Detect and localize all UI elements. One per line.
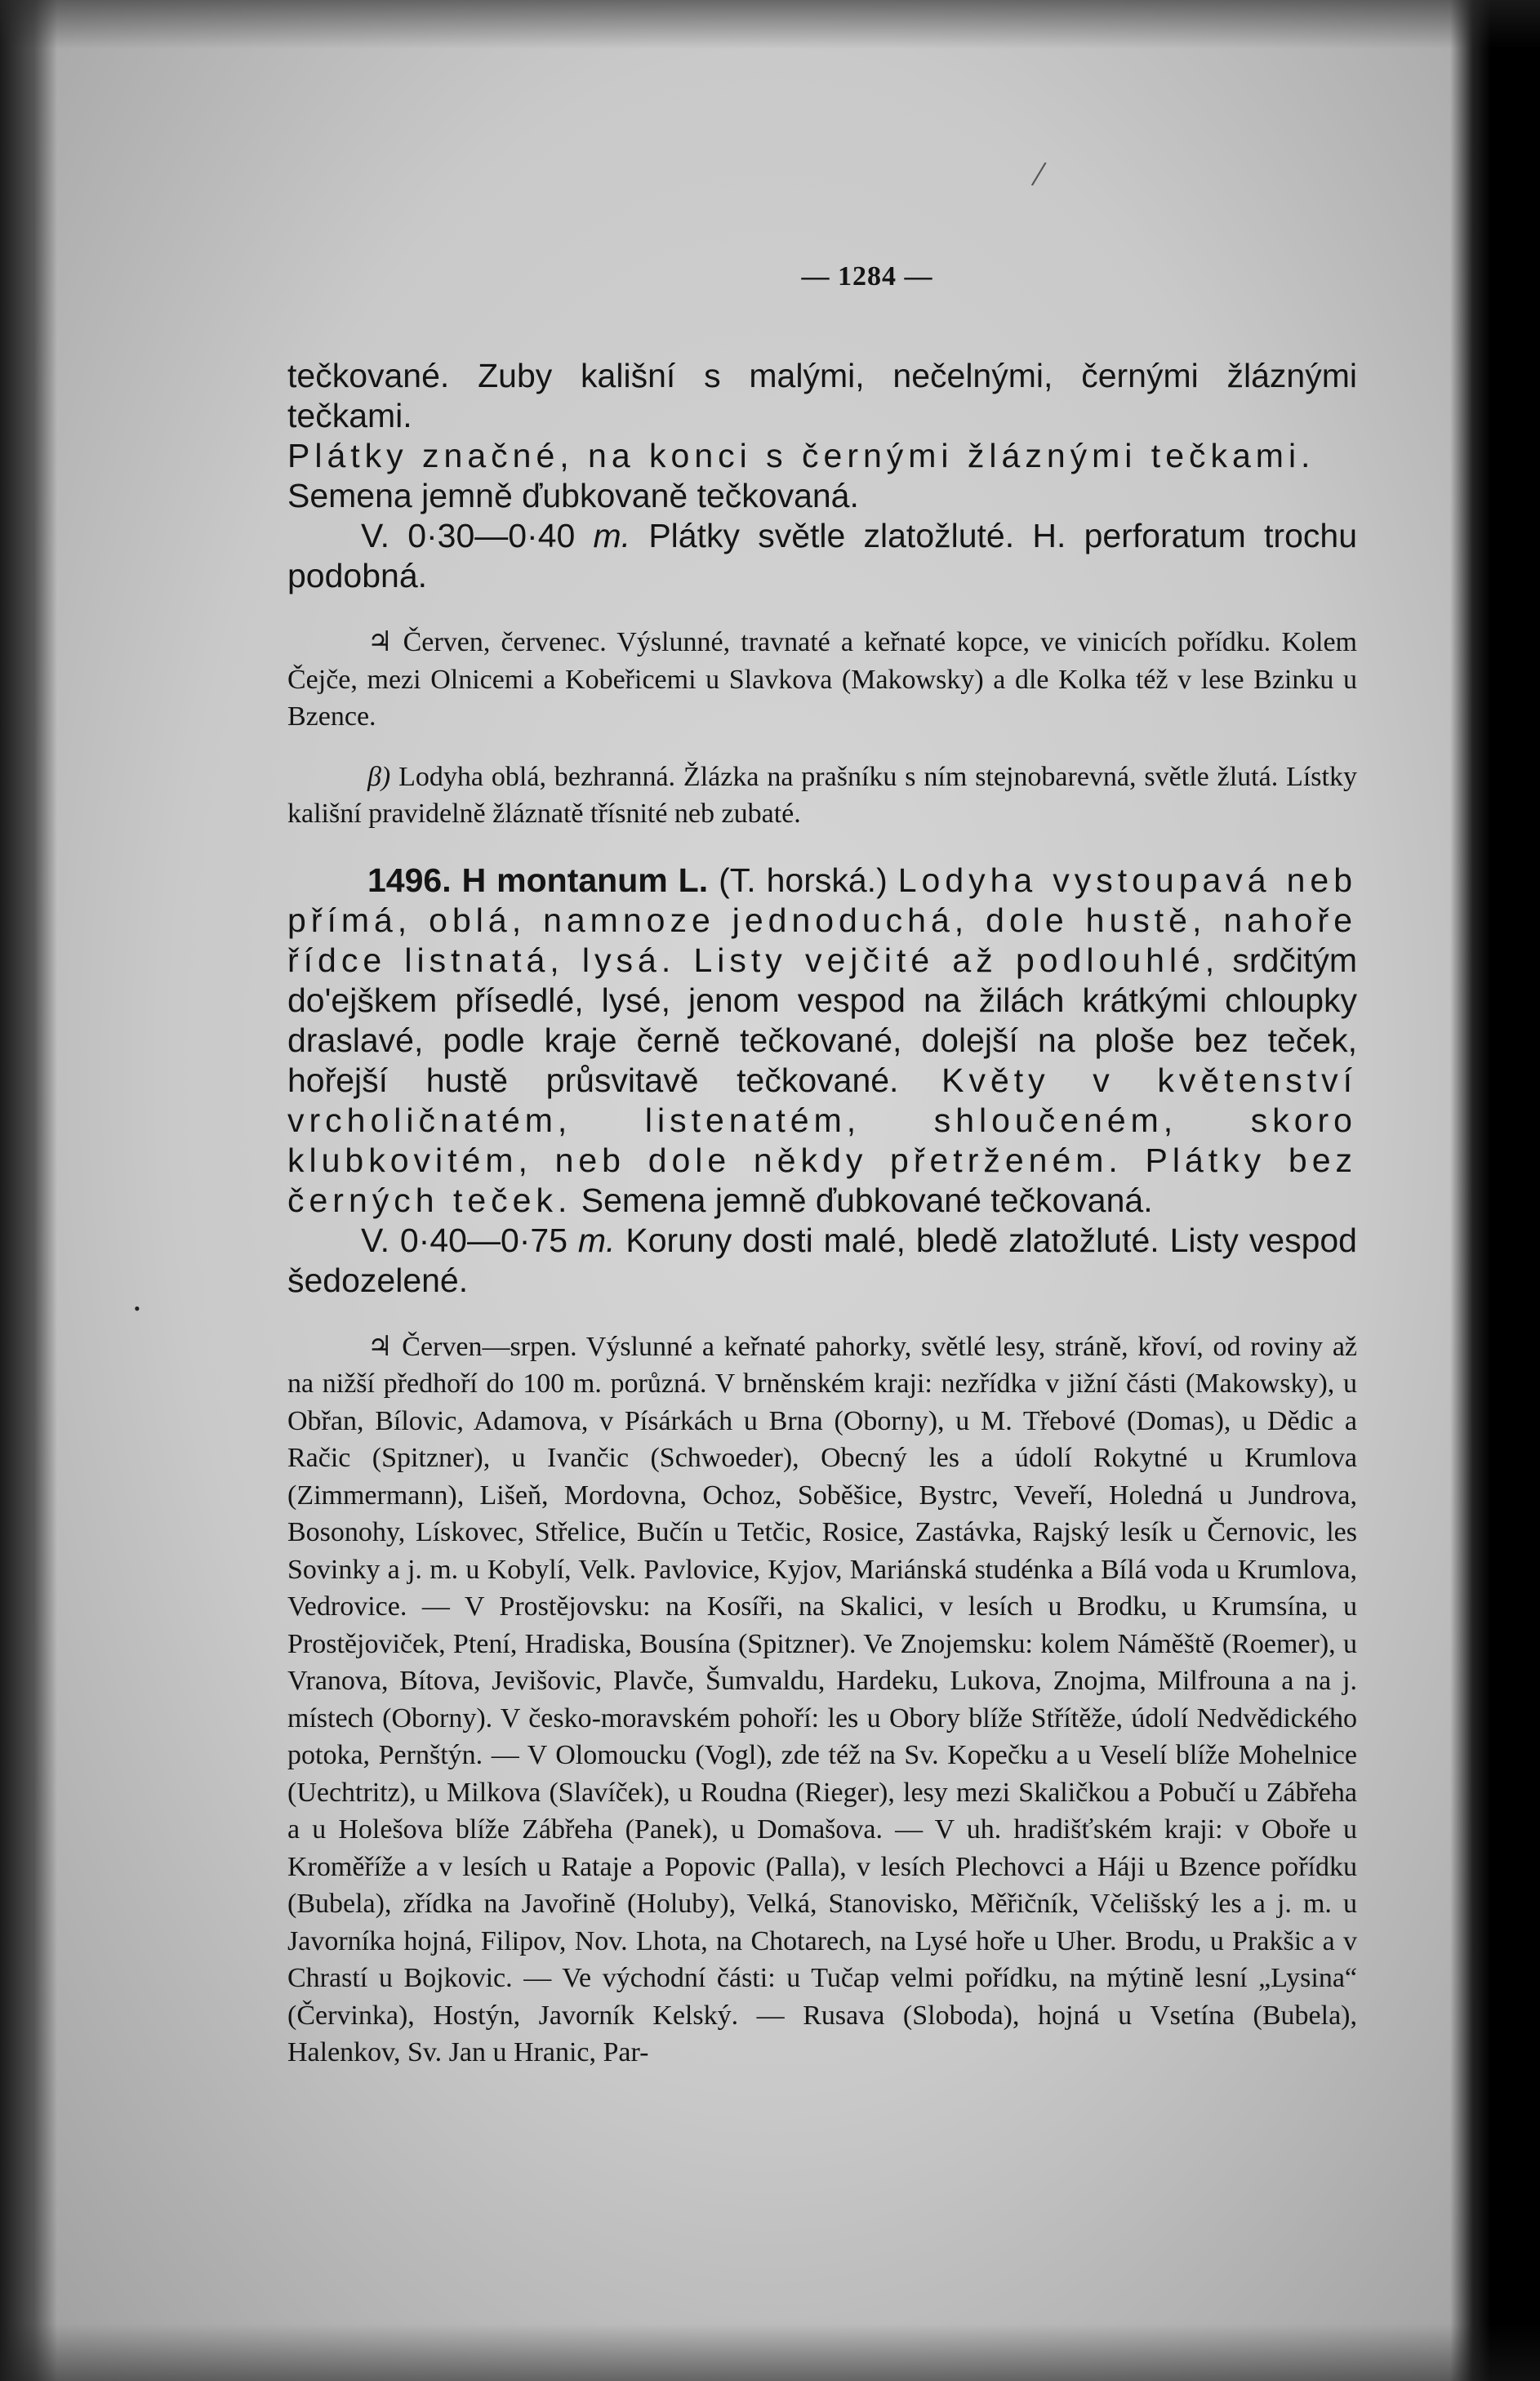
scan-edge-right [1450, 0, 1540, 2381]
species-measurements [287, 1221, 1357, 1301]
height-unit: m. [593, 517, 631, 554]
habitat-text: Červen, červenec. Výslunné, travnaté a keřnaté kopce, ve vinicích pořídku. Kolem Čejče, mezi Olnicemi a Kobeřicemi u Slavkova (Makowsky) a dle Kolka též v lese Bzinku u Bzence. [287, 627, 1357, 732]
seeds-description: Semena jemně ďubkované tečkovaná. [572, 1181, 1153, 1219]
species-height-range: V. 0·40—0·75 [361, 1221, 578, 1259]
stem-description: Lodyha vystoupavá neb přímá, oblá, namnoze jednoduchá, dole hustě, nahoře řídce listnatá, lysá. [287, 861, 1357, 979]
leaves-description: srdčitým do'ejškem přísedlé, lysé, jenom vespod na žilách krátkými chloupky draslavé, podle kraje černě tečkované, dolejší na ploše bez teček, hořejší hustě průsvitavě tečkované. [287, 941, 1358, 1099]
flowers-description: Květy v květenství vrcholičnatém, listenatém, shloučeném, skoro klubkovitém, neb dole někdy přetrženém. [287, 1061, 1358, 1179]
species-common-name: (T. horská.) [708, 861, 898, 899]
page-content [287, 261, 1357, 2072]
measurements-paragraph [287, 516, 1357, 596]
perennial-symbol: ♃ [367, 627, 393, 657]
petals-spaced-text: Plátky značné, na konci s černými žláznými tečkami. [287, 437, 1315, 474]
scan-edge-bottom [0, 2324, 1540, 2381]
variety-beta-paragraph [287, 759, 1357, 833]
habitat-paragraph [287, 624, 1357, 736]
species-entry [287, 861, 1357, 1221]
scan-edge-left [0, 0, 57, 2381]
scan-edge-top [0, 0, 1540, 49]
distribution-text: Červen—srpen. Výslunné a keřnaté pahorky, světlé lesy, stráně, křoví, od roviny až na nižší předhoří do 100 m. porůzná. V brněnském kraji: nezřídka v jižní části (Makowsky), u Obřan, Bílovic, Adamova, v Písárkách u Brna (Oborny), u M. Třebové (Domas), u Dědic a Račic (Spitzner), u Ivančic (Schwoeder), Obecný les a údolí Rokytné u Krumlova (Zimmermann), Lišeň, Mordovna, Ochoz, Soběšice, Bystrc, Veveří, Holedná u Jundrova, Bosonohy, Lískovec, Střelice, Bučín u Tetčic, Rosice, Zastávka, Rajský lesík u Černovic, les Sovinky a j. m. u Kobylí, Velk. Pavlovice, Kyjov, Mariánská studénka a Bílá voda u Krumlova, Vedrovice. — V Prostějovsku: na Kosíři, na Skalici, v lesích u Brodku, u Krumsína, u Prostějoviček, Ptení, Hradiska, Bousína (Spitzner). Ve Znojemsku: kolem Náměště (Roemer), u Vranova, Bítova, Jevišovic, Plavče, Šumvaldu, Hardeku, Lukova, Znojma, Milfrouna a na j. místech (Oborny). V česko-moravském pohoří: les u Obory blíže Střítěže, údolí Nedvědického potoka, Pernštýn. — V Olomoucku (Vogl), zde též na Sv. Kopečku a u Veselí blíže Mohelnice (Uechtritz), u Milkova (Slavíček), u Roudna (Rieger), lesy mezi Skaličkou a Pobučí u Zábřeha a u Holešova blíže Zábřeha (Panek), u Domašova. — V uh. hradišťském kraji: v Oboře u Kroměříže a v lesích u Rataje a Popovic (Palla), v lesích Plechovci a Háji u Bzence pořídku (Bubela), zřídka na Javořině (Holuby), Velká, Stanovisko, Měřičník, Včelišský les a j. m. u Javorníka hojná, Filipov, Nov. Lhota, na Chotarech, na Lysé hoře u Uher. Brodu, u Prakšic a v Chrastí u Bojkovic. — Ve východní části: u Tučap velmi pořídku, na mýtině lesní „Lysina“ (Červinka), Hostýn, Javorník Kelský. — Rusava (Sloboda), hojná u Vsetína (Bubela), Halenkov, Sv. Jan u Hranic, Par- [287, 1331, 1357, 2067]
species-heading: 1496. H montanum L. [367, 861, 709, 899]
measurements-rest: Plátky světle zlatožluté. H. perforatum trochu podobná. [287, 517, 1357, 594]
description-continuation [287, 356, 1357, 516]
leaves-heading: Listy vejčité až podlouhlé, [675, 941, 1220, 979]
species-height-unit: m. [577, 1221, 616, 1259]
distribution-paragraph [287, 1328, 1357, 2072]
petals-description: Plátky bez černých teček. [287, 1141, 1357, 1219]
margin-pencil-mark: / [1029, 152, 1048, 195]
page-number: — 1284 — [801, 261, 933, 292]
variety-marker: β) [367, 761, 391, 792]
species-measurements-rest: Koruny dosti malé, bledě zlatožluté. Listy vespod šedozelené. [287, 1221, 1357, 1299]
calyx-teeth-text: tečkované. Zuby kališní s malými, nečelnými, černými žláznými tečkami. [287, 357, 1357, 434]
height-range: V. 0·30—0·40 [361, 517, 594, 554]
margin-bullet-mark: • [134, 1298, 140, 1319]
variety-text: Lodyha oblá, bezhranná. Žlázka na prašníku s ním stejnobarevná, světle žlutá. Lístky kališní pravidelně žláznatě třísnité neb zubaté. [287, 761, 1357, 829]
seeds-text: Semena jemně ďubkovaně tečkovaná. [287, 477, 859, 514]
perennial-symbol-2: ♃ [367, 1331, 393, 1362]
